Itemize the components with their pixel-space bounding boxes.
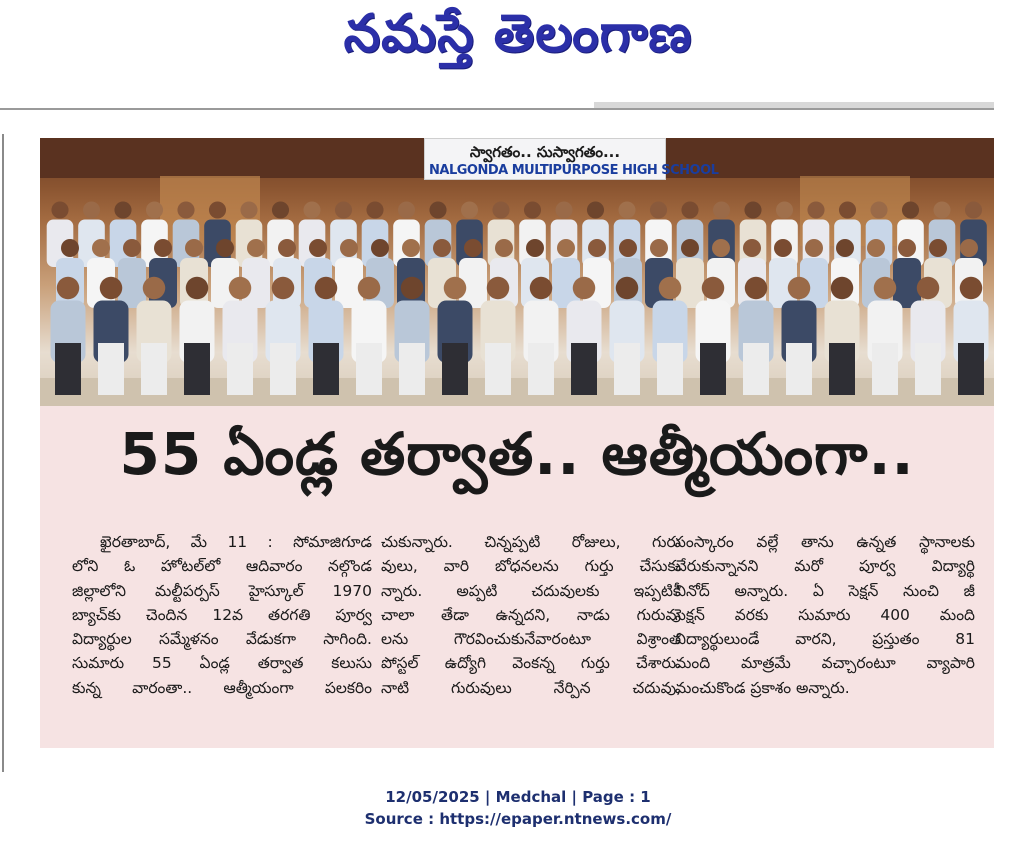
newspaper-logo: నమస్తే తెలంగాణ <box>343 3 693 64</box>
person-legs <box>829 343 855 395</box>
column-rule <box>2 134 4 772</box>
group-photo <box>40 138 994 406</box>
person-head <box>340 239 358 257</box>
person-legs <box>227 343 253 395</box>
person-legs <box>915 343 941 395</box>
person-head <box>712 239 730 257</box>
article-line: నాటి గురువులు నేర్పిన చదువు, <box>381 678 681 697</box>
person-head <box>805 239 823 257</box>
person-head <box>495 239 513 257</box>
person-legs <box>657 343 683 395</box>
article-line: విద్యార్థులుండే వారని, ప్రస్తుతం 81 <box>675 630 975 649</box>
person-legs <box>55 343 81 395</box>
person-head <box>588 239 606 257</box>
person-head <box>587 201 604 218</box>
person-head <box>867 239 885 257</box>
person-head <box>51 201 68 218</box>
article-line: సుమారు 55 ఏండ్ల తర్వాత కలుసు <box>72 654 372 673</box>
person-head <box>146 201 163 218</box>
person-legs <box>399 343 425 395</box>
person-legs <box>442 343 468 395</box>
person-head <box>650 239 668 257</box>
person-head <box>309 239 327 257</box>
person-head <box>807 201 824 218</box>
person-head <box>681 201 698 218</box>
person-head <box>209 201 226 218</box>
article-line: చాలా తేడా ఉన్నదని, నాడు గురువు <box>381 605 681 624</box>
person-legs <box>958 343 984 395</box>
article-line: వినోద్ అన్నారు. ఏ సెక్షన్ నుంచి జీ <box>675 581 975 600</box>
article <box>40 406 994 748</box>
person-head <box>177 201 194 218</box>
person-head <box>401 277 424 300</box>
person-legs <box>743 343 769 395</box>
person-legs <box>786 343 812 395</box>
person-head <box>713 201 730 218</box>
banner-school-name: NALGONDA MULTIPURPOSE HIGH SCHOOL <box>429 163 719 178</box>
person-legs <box>141 343 167 395</box>
person-head <box>57 277 80 300</box>
person-head <box>659 277 682 300</box>
person-head <box>744 201 761 218</box>
page-footer <box>0 786 1036 830</box>
article-line: న్నారు. అప్పటి చదువులకు ఇప్పటికీ <box>381 581 681 600</box>
masthead <box>0 0 1036 80</box>
footer-edition-info: 12/05/2025 | Medchal | Page : 1 <box>385 788 651 806</box>
person-head <box>366 201 383 218</box>
person-head <box>464 239 482 257</box>
welcome-banner <box>424 138 719 180</box>
person-head <box>487 277 510 300</box>
person-head <box>917 277 940 300</box>
article-line: జిల్లాలోని మల్టీపర్పస్ హైస్కూల్ 1970 <box>72 581 372 600</box>
person-head <box>526 239 544 257</box>
person-legs <box>614 343 640 395</box>
person-head <box>788 277 811 300</box>
person-head <box>444 277 467 300</box>
person-head <box>154 239 172 257</box>
person-head <box>398 201 415 218</box>
person-head <box>573 277 596 300</box>
person-head <box>960 277 983 300</box>
person-body <box>893 258 921 308</box>
article-column-3 <box>675 530 975 700</box>
person-head <box>898 239 916 257</box>
article-line: సంస్కారం వల్లే తాను ఉన్నత స్థానాలకు <box>675 533 975 551</box>
person-head <box>272 201 289 218</box>
banner-greeting: స్వాగతం.. సుస్వాగతం... <box>469 143 621 161</box>
person-head <box>681 239 699 257</box>
article-line: పోస్టల్ ఉద్యోగి వెంకన్న గుర్తు చేశారు. <box>381 654 681 673</box>
person-head <box>929 239 947 257</box>
header-divider <box>0 108 994 110</box>
person-legs <box>485 343 511 395</box>
person-body <box>335 258 363 308</box>
person-body <box>118 258 146 308</box>
article-line: మంచుకొండ ప్రకాశం అన్నారు. <box>675 678 850 697</box>
person-head <box>557 239 575 257</box>
article-line: లోని ఓ హోటల్‌లో ఆదివారం నల్గొండ <box>72 557 372 576</box>
person-head <box>619 239 637 257</box>
article-headline: 55 ఏండ్ల తర్వాత.. ఆత్మీయంగా.. <box>119 419 915 488</box>
person-head <box>402 239 420 257</box>
article-line: విద్యార్థుల సమ్మేళనం వేడుకగా సాగింది. <box>72 630 372 649</box>
person-head <box>335 201 352 218</box>
person-head <box>315 277 338 300</box>
person-legs <box>270 343 296 395</box>
person-head <box>371 239 389 257</box>
person-head <box>247 239 265 257</box>
person-head <box>530 277 553 300</box>
person-legs <box>184 343 210 395</box>
footer-source: Source : https://epaper.ntnews.com/ <box>364 810 672 828</box>
person-head <box>61 239 79 257</box>
person-head <box>143 277 166 300</box>
person-head <box>965 201 982 218</box>
person-head <box>100 277 123 300</box>
person-legs <box>313 343 339 395</box>
article-line: ఖైరతాబాద్, మే 11 : సోమాజిగూడ <box>100 533 372 551</box>
person-body <box>676 258 704 308</box>
person-head <box>216 239 234 257</box>
person-head <box>278 239 296 257</box>
person-head <box>92 239 110 257</box>
person-head <box>650 201 667 218</box>
person-legs <box>98 343 124 395</box>
article-line: మంది మాత్రమే వచ్చారంటూ వ్యాపారి <box>675 654 975 673</box>
person-head <box>123 239 141 257</box>
person-head <box>745 277 768 300</box>
person-head <box>229 277 252 300</box>
person-legs <box>528 343 554 395</box>
person-head <box>702 277 725 300</box>
person-head <box>429 201 446 218</box>
person-head <box>461 201 478 218</box>
person-head <box>524 201 541 218</box>
person-head <box>902 201 919 218</box>
person-head <box>618 201 635 218</box>
person-head <box>114 201 131 218</box>
article-column-2 <box>381 530 681 700</box>
person-head <box>83 201 100 218</box>
article-line: చుకున్నారు. చిన్నప్పటి రోజులు, గురు <box>381 533 681 551</box>
article-line: లను గౌరవించుకునేవారంటూ విశ్రాంత <box>381 630 681 649</box>
person-legs <box>571 343 597 395</box>
article-line: బ్యాచ్‌కు చెందిన 12వ తరగతి పూర్వ <box>72 605 372 624</box>
person-head <box>358 277 381 300</box>
person-head <box>303 201 320 218</box>
person-head <box>870 201 887 218</box>
person-legs <box>356 343 382 395</box>
person-head <box>839 201 856 218</box>
article-line: సెక్షన్ వరకు సుమారు 400 మంది <box>675 605 975 624</box>
person-head <box>616 277 639 300</box>
person-head <box>272 277 295 300</box>
person-head <box>831 277 854 300</box>
article-line: కున్న వారంతా.. ఆత్మీయంగా పలకరిం <box>72 678 372 697</box>
person-head <box>933 201 950 218</box>
person-head <box>492 201 509 218</box>
article-line: వులు, వారి బోధనలను గుర్తు చేసుకు <box>381 557 681 576</box>
person-head <box>774 239 792 257</box>
person-head <box>836 239 854 257</box>
article-column-1 <box>72 530 372 700</box>
article-line: చేరుకున్నానని మరో పూర్వ విద్యార్థి <box>675 557 975 576</box>
person-head <box>743 239 761 257</box>
person-head <box>186 277 209 300</box>
person-head <box>776 201 793 218</box>
person-head <box>240 201 257 218</box>
person-head <box>960 239 978 257</box>
person-head <box>185 239 203 257</box>
person-legs <box>872 343 898 395</box>
person-head <box>433 239 451 257</box>
person-legs <box>700 343 726 395</box>
person-head <box>555 201 572 218</box>
person-head <box>874 277 897 300</box>
